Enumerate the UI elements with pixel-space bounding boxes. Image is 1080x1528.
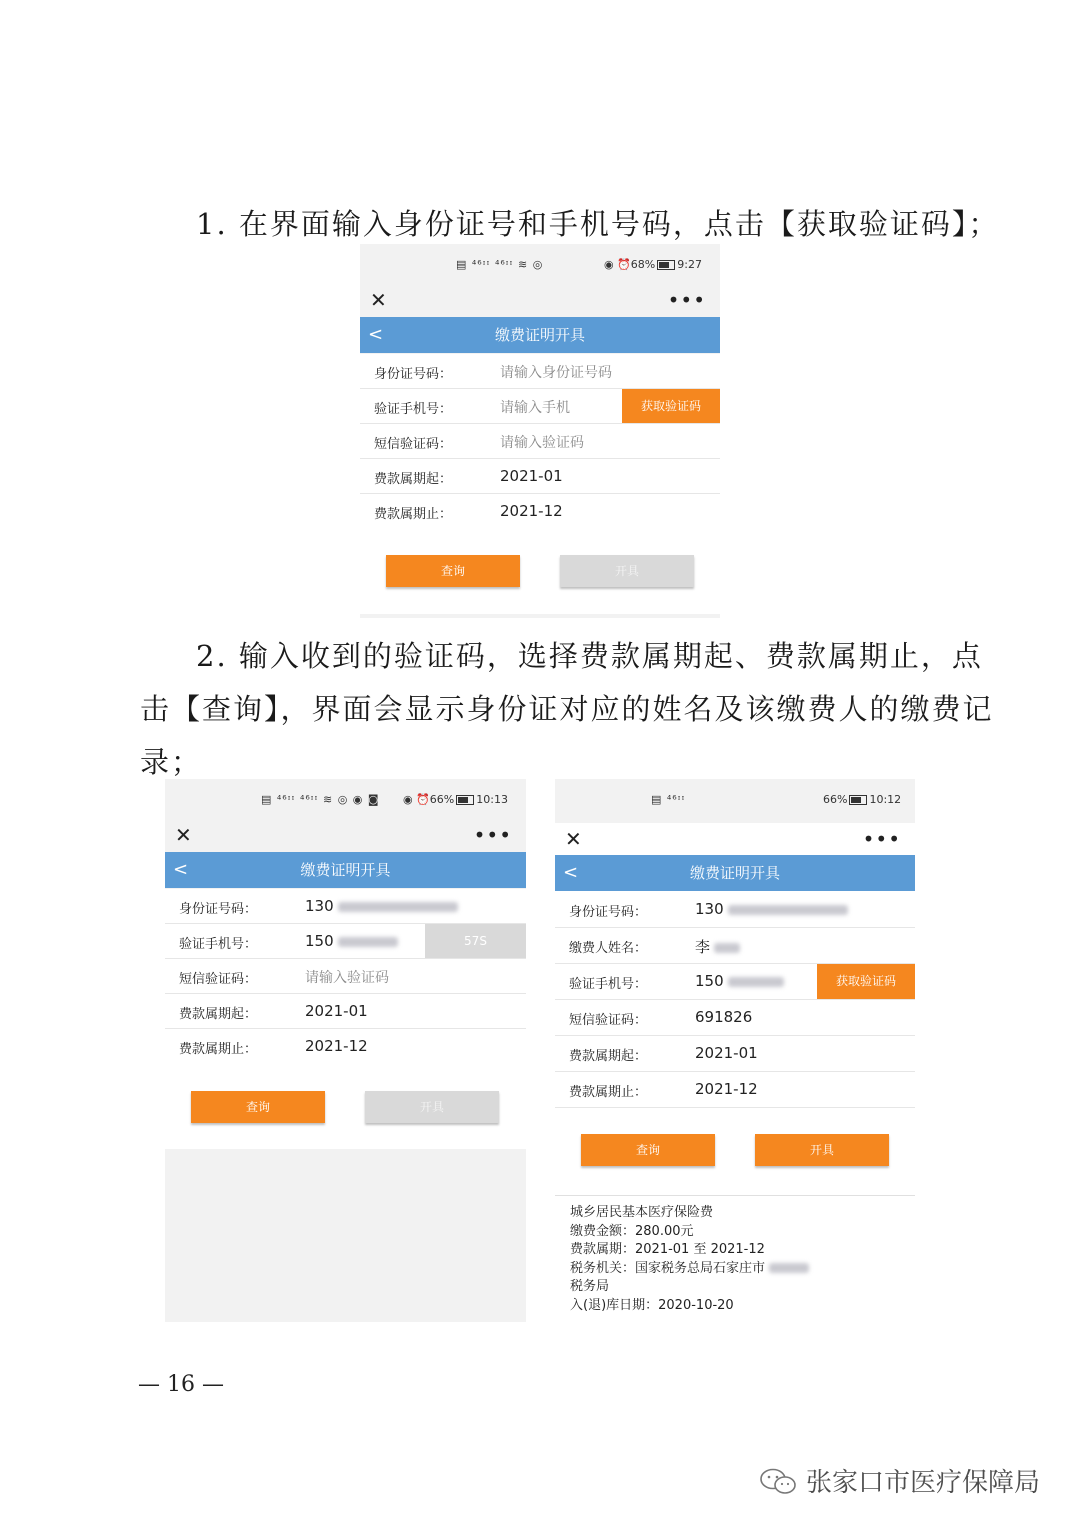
redacted-blur — [338, 937, 398, 947]
step2-line2: 击【查询】，界面会显示身份证对应的姓名及该缴费人的缴费记 — [140, 692, 994, 726]
issue-button[interactable]: 开具 — [560, 555, 694, 587]
redacted-blur — [714, 943, 740, 953]
field-label: 费款属期起： — [374, 472, 453, 487]
record-divider — [555, 1195, 915, 1196]
clock: 10:13 — [476, 793, 508, 806]
field-label: 费款属期起： — [179, 1007, 258, 1022]
record-date: 入(退)库日期：2020-10-20 — [570, 1297, 734, 1313]
code-input[interactable]: 请输入验证码 — [500, 435, 584, 451]
form-row-start — [360, 459, 720, 494]
button-area — [165, 1063, 526, 1149]
period-start-select[interactable]: 2021-01 — [305, 1002, 368, 1020]
period-end-select[interactable]: 2021-12 — [695, 1080, 758, 1098]
field-label: 费款属期止： — [569, 1085, 648, 1100]
query-button[interactable]: 查询 — [191, 1091, 325, 1123]
status-bar — [360, 244, 720, 288]
issue-button[interactable]: 开具 — [755, 1134, 889, 1166]
countdown-button: 57S — [425, 924, 526, 958]
code-input[interactable]: 691826 — [695, 1008, 753, 1026]
query-button[interactable]: 查询 — [386, 555, 520, 587]
step2-line3: 录； — [140, 745, 203, 779]
more-icon[interactable]: ••• — [667, 288, 706, 312]
field-label: 费款属期起： — [569, 1049, 648, 1064]
status-bar — [165, 779, 526, 823]
phone-input[interactable]: 150 — [305, 932, 398, 950]
step2-line1: 2. 输入收到的验证码，选择费款属期起、费款属期止，点 — [196, 639, 983, 673]
more-icon[interactable]: ••• — [473, 823, 512, 847]
more-icon[interactable]: ••• — [862, 827, 901, 851]
page-number: — 16 — — [138, 1372, 224, 1397]
button-area — [360, 528, 720, 614]
form-row-name — [555, 928, 915, 964]
form-row-id — [165, 889, 526, 924]
form-row-phone — [165, 924, 526, 959]
close-icon[interactable]: ✕ — [370, 288, 387, 312]
wechat-icon — [758, 1467, 800, 1497]
mini-app-topbar — [165, 823, 526, 853]
close-icon[interactable]: ✕ — [175, 823, 192, 847]
period-start-select[interactable]: 2021-01 — [500, 467, 563, 485]
redacted-blur — [728, 905, 848, 915]
form-row-end — [360, 494, 720, 529]
field-label: 身份证号码： — [179, 902, 258, 917]
record-tax-office-cont: 税务局 — [570, 1279, 610, 1295]
status-right: 66% 10:12 — [823, 793, 902, 806]
clock: 9:27 — [677, 258, 702, 271]
form — [165, 889, 526, 1063]
period-start-select[interactable]: 2021-01 — [695, 1044, 758, 1062]
back-icon[interactable]: < — [173, 859, 189, 880]
page-title-bar — [555, 855, 915, 891]
battery-icon — [456, 795, 474, 805]
form — [360, 354, 720, 528]
get-code-button[interactable]: 获取验证码 — [817, 964, 915, 999]
field-label: 短信验证码： — [374, 437, 453, 452]
mini-app-topbar — [360, 288, 720, 318]
field-label: 验证手机号： — [569, 977, 648, 992]
battery-icon — [657, 260, 675, 270]
redacted-blur — [338, 902, 458, 912]
period-end-select[interactable]: 2021-12 — [305, 1037, 368, 1055]
page-title-bar — [165, 852, 526, 888]
code-input[interactable]: 请输入验证码 — [305, 970, 389, 986]
field-label: 验证手机号： — [179, 937, 258, 952]
page-title: 缴费证明开具 — [689, 864, 780, 882]
record-tax-office: 税务机关：国家税务总局石家庄市 — [570, 1260, 809, 1279]
signal-icons: ▤ ⁴⁶ᶦᶦ ⁴⁶ᶦᶦ ≋ ◎ ◉ ◙ — [261, 793, 380, 806]
clock: 10:12 — [869, 793, 902, 806]
form-row-end — [555, 1072, 915, 1108]
mini-app-topbar — [555, 823, 915, 853]
field-label: 缴费人姓名： — [569, 941, 648, 956]
period-end-select[interactable]: 2021-12 — [500, 502, 563, 520]
form-row-code — [165, 959, 526, 994]
form — [555, 892, 915, 1106]
field-label: 身份证号码： — [374, 367, 453, 382]
phone-input[interactable]: 请输入手机 — [500, 400, 570, 416]
form-row-code — [360, 424, 720, 459]
form-row-start — [555, 1036, 915, 1072]
payer-name: 李 — [695, 936, 740, 957]
page-title: 缴费证明开具 — [300, 861, 391, 879]
close-icon[interactable]: ✕ — [565, 827, 582, 851]
status-right: ◉ ⏰68% 9:27 — [604, 258, 702, 271]
id-input[interactable]: 130 — [695, 900, 848, 918]
form-row-phone — [555, 964, 915, 1000]
id-input[interactable]: 请输入身份证号码 — [500, 365, 612, 381]
back-icon[interactable]: < — [368, 324, 384, 345]
phone-screenshot-2 — [165, 779, 526, 1322]
field-label: 短信验证码： — [569, 1013, 648, 1028]
status-bar — [555, 779, 915, 823]
page-title-bar — [360, 317, 720, 353]
id-input[interactable]: 130 — [305, 897, 458, 915]
form-row-id — [360, 354, 720, 389]
record-amount: 缴费金额：280.00元 — [570, 1223, 694, 1239]
status-right: ◉ ⏰66% 10:13 — [403, 793, 508, 806]
phone-input[interactable]: 150 — [695, 972, 784, 990]
issue-button[interactable]: 开具 — [365, 1091, 499, 1123]
signal-icons: ▤ ⁴⁶ᶦᶦ — [651, 793, 686, 806]
phone-screenshot-3 — [555, 779, 915, 1322]
form-row-code — [555, 1000, 915, 1036]
record-period: 费款属期：2021-01 至 2021-12 — [570, 1242, 765, 1258]
back-icon[interactable]: < — [563, 862, 579, 883]
get-code-button[interactable]: 获取验证码 — [622, 389, 720, 423]
phone-screenshot-1 — [360, 244, 720, 618]
field-label: 身份证号码： — [569, 905, 648, 920]
redacted-blur — [769, 1263, 809, 1273]
field-label: 短信验证码： — [179, 972, 258, 987]
signal-icons: ▤ ⁴⁶ᶦᶦ ⁴⁶ᶦᶦ ≋ ◎ — [456, 258, 544, 271]
record-type: 城乡居民基本医疗保险费 — [570, 1205, 714, 1220]
query-button[interactable]: 查询 — [581, 1134, 715, 1166]
payment-record — [570, 1204, 809, 1316]
page-title: 缴费证明开具 — [494, 326, 585, 344]
watermark: 张家口市医疗保障局 — [806, 1468, 1041, 1498]
field-label: 费款属期止： — [374, 507, 453, 522]
step1-text: 1. 在界面输入身份证号和手机号码，点击【获取验证码】； — [196, 207, 1000, 241]
form-row-start — [165, 994, 526, 1029]
field-label: 费款属期止： — [179, 1042, 258, 1057]
field-label: 验证手机号： — [374, 402, 453, 417]
form-row-end — [165, 1029, 526, 1064]
redacted-blur — [728, 977, 784, 987]
battery-icon — [849, 795, 867, 805]
form-row-id — [555, 892, 915, 928]
form-row-phone — [360, 389, 720, 424]
